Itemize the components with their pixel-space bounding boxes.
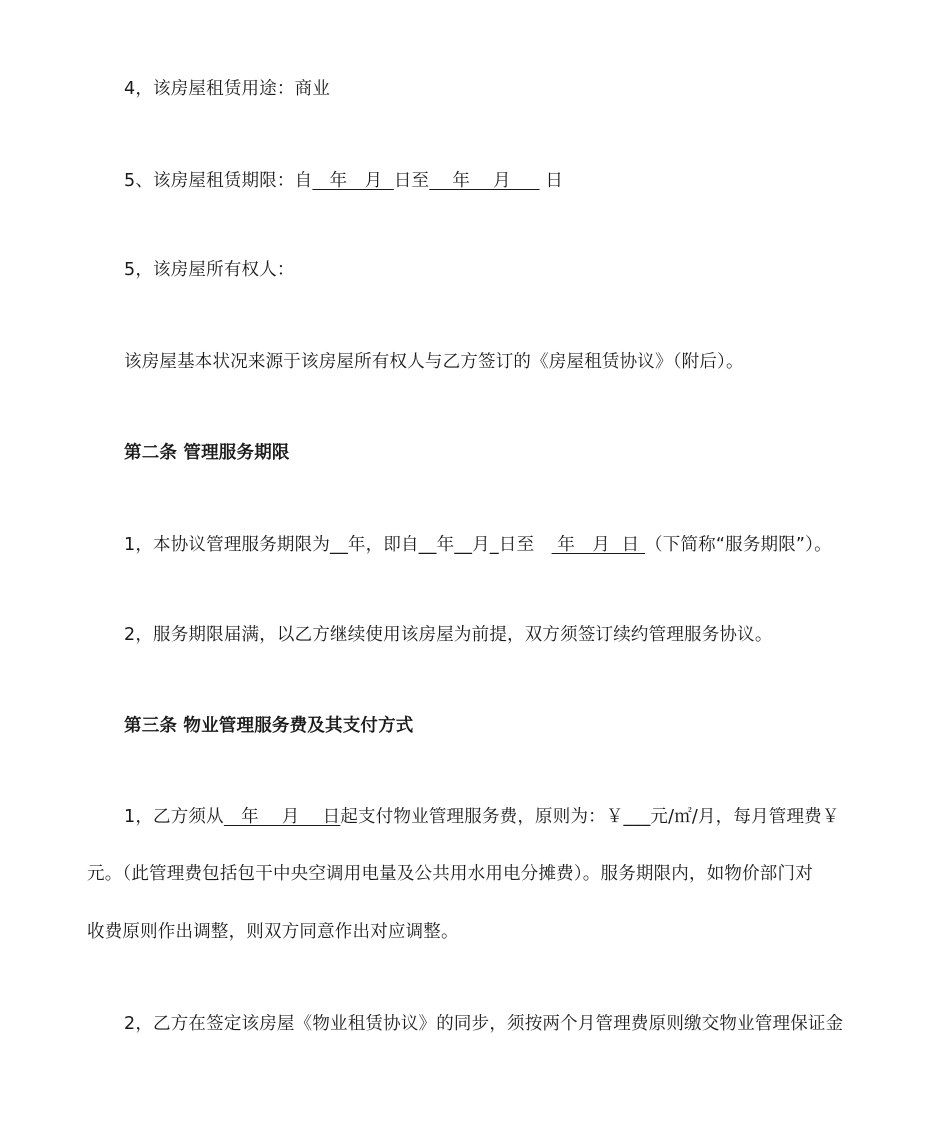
blank-end-date: 年 月	[429, 171, 540, 191]
spacer	[534, 535, 551, 555]
blank-end-date: 年 月 日	[551, 535, 646, 555]
blank-start-date: 年 月 日	[223, 807, 341, 827]
heading-text: 第二条 管理服务期限	[124, 443, 290, 463]
clause-deposit	[124, 1012, 843, 1036]
clause-fee-cont-1	[87, 862, 813, 886]
text: 2，服务期限届满，以乙方继续使用该房屋为前提，双方须签订续约管理服务协议。	[124, 625, 773, 645]
clause-owner	[124, 258, 295, 282]
clause-source	[124, 350, 744, 374]
heading-text: 第三条 物业管理服务费及其支付方式	[124, 716, 414, 736]
clause-service-term	[124, 533, 832, 557]
clause-fee	[124, 805, 840, 829]
blank-start-date: 年 月	[312, 171, 394, 191]
text: 日	[539, 171, 564, 191]
text: 1，本协议管理服务期限为__年，即自__年__月_日至	[124, 535, 535, 555]
clause-lease-term	[124, 169, 563, 193]
text: 收费原则作出调整，则双方同意作出对应调整。	[87, 922, 459, 942]
section-heading-3	[124, 714, 414, 738]
clause-renewal	[124, 623, 773, 647]
clause-usage	[124, 77, 330, 101]
text: 2，乙方在签定该房屋《物业租赁协议》的同步，须按两个月管理费原则缴交物业管理保证金	[124, 1014, 844, 1034]
text: 1，乙方须从	[124, 807, 224, 827]
text: 起支付物业管理服务费，原则为：￥___元/㎡/月，每月管理费￥	[340, 807, 840, 827]
text: 日至	[393, 171, 430, 191]
text: （下简称“服务期限”）。	[645, 535, 832, 555]
text: 该房屋基本状况来源于该房屋所有权人与乙方签订的《房屋租赁协议》（附后）。	[124, 352, 744, 372]
section-heading-2	[124, 441, 290, 465]
text: 5，该房屋所有权人：	[124, 260, 295, 280]
text: 5、该房屋租赁期限：自	[124, 171, 313, 191]
text: 4，该房屋租赁用途：商业	[124, 79, 331, 99]
clause-fee-cont-2	[87, 920, 459, 944]
text: 元。（此管理费包括包干中央空调用电量及公共用水用电分摊费）。服务期限内，如物价部门对	[87, 864, 813, 884]
